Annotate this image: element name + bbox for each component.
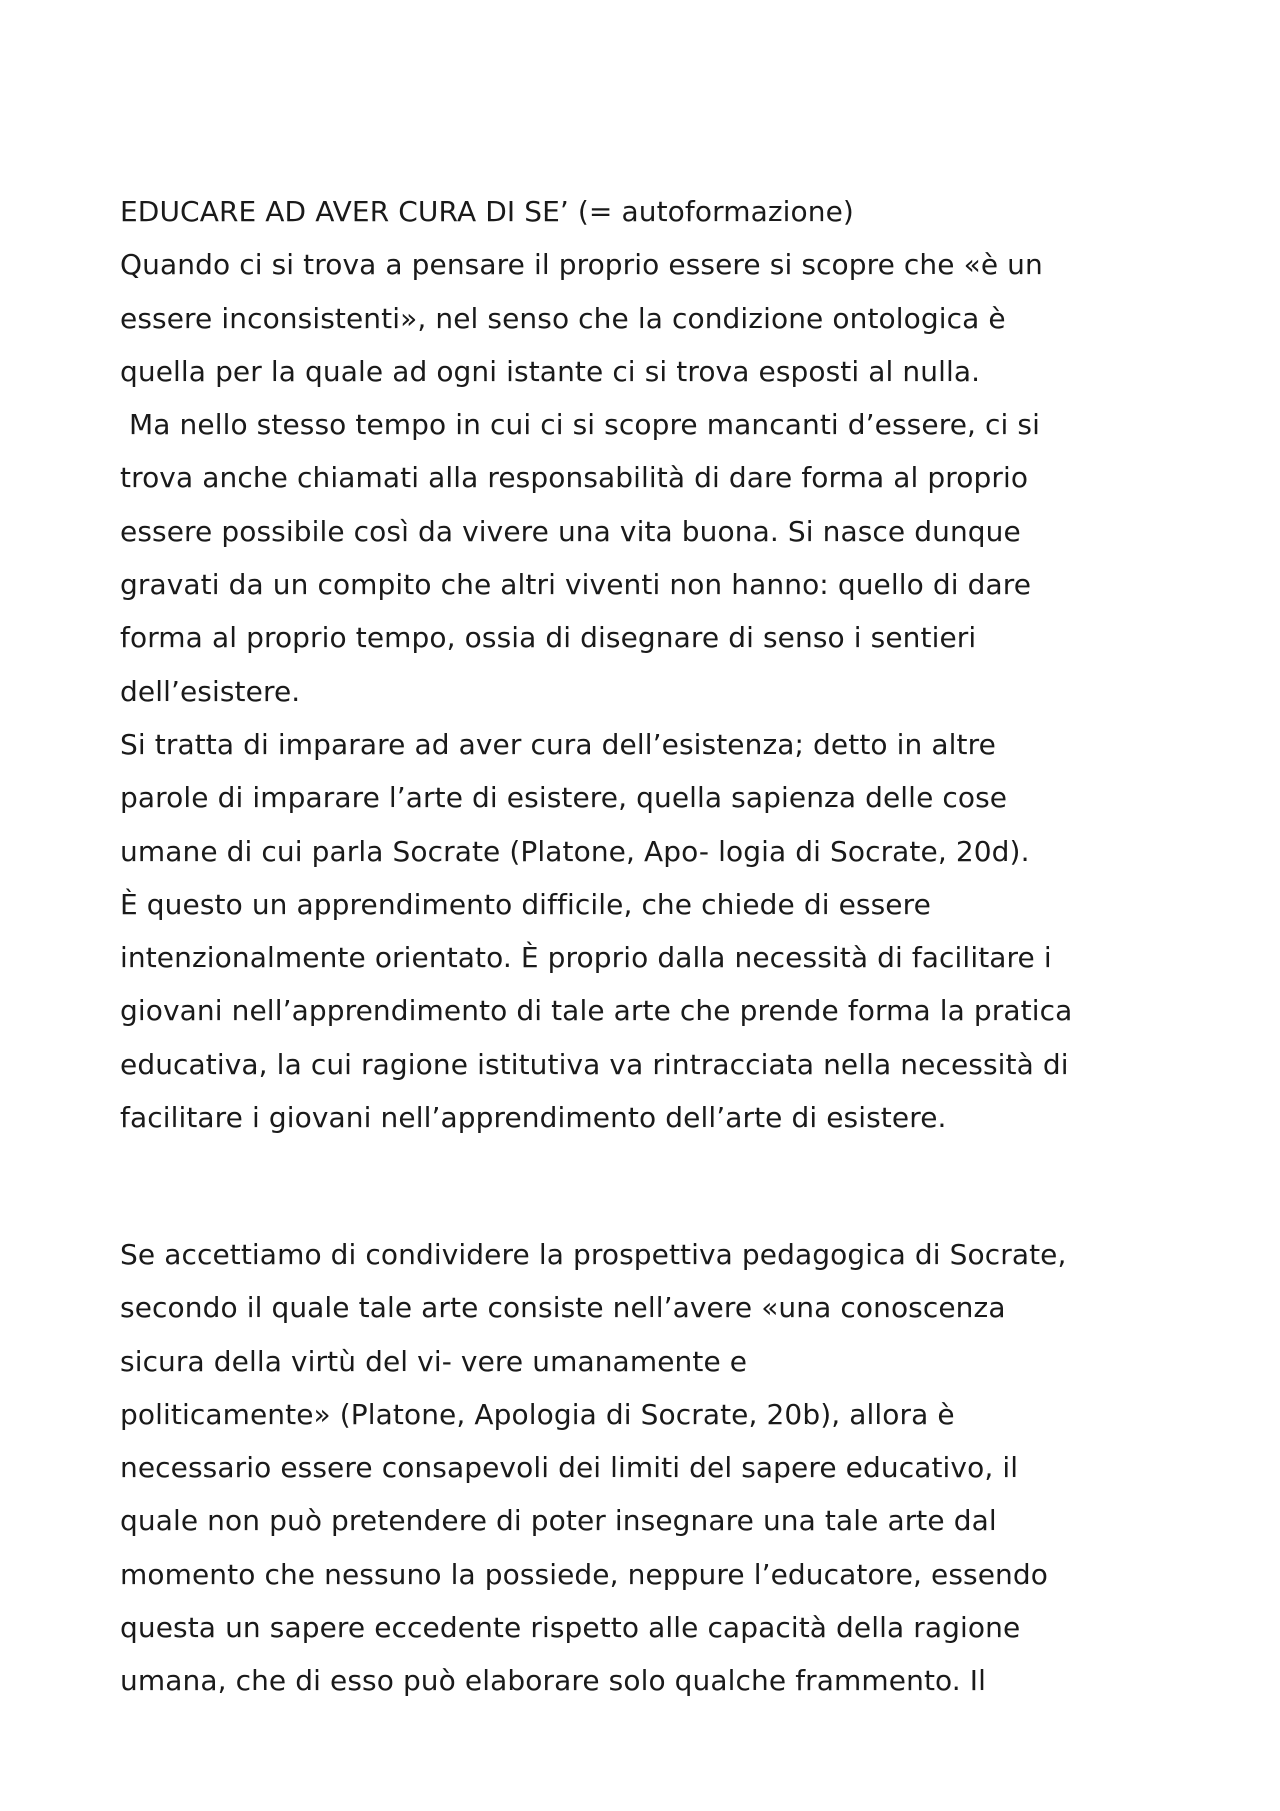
text-line: Se accettiamo di condividere la prospettiva pedagogica di Socrate, [120, 1238, 1067, 1271]
text-line: momento che nessuno la possiede, neppure l’educatore, essendo [120, 1557, 1049, 1591]
text-line: forma al proprio tempo, ossia di disegnare di senso i sentieri [120, 621, 977, 655]
text-line: intenzionalmente orientato. È proprio dalla necessità di facilitare i [120, 941, 1052, 975]
text-line: quella per la quale ad ogni istante ci si trova esposti al nulla. [120, 354, 981, 388]
text-line: parole di imparare l’arte di esistere, quella sapienza delle cose [120, 781, 1008, 815]
text-line: sicura della virtù del vi- vere umanamente e [120, 1344, 748, 1378]
text-line: quale non può pretendere di poter insegnare una tale arte dal [120, 1504, 997, 1538]
text-line: dell’esistere. [120, 674, 301, 708]
paragraph-block-1 [120, 185, 1200, 1144]
text-line: questa un sapere eccedente rispetto alle capacità della ragione [120, 1611, 1021, 1645]
text-line: trova anche chiamati alla responsabilità di dare forma al proprio [120, 461, 1029, 495]
text-line: È questo un apprendimento difficile, che chiede di essere [120, 887, 931, 921]
text-line: giovani nell’apprendimento di tale arte che prende forma la pratica [120, 994, 1073, 1028]
text-line: facilitare i giovani nell’apprendimento dell’arte di esistere. [120, 1101, 947, 1135]
text-line: Si tratta di imparare ad aver cura dell’esistenza; detto in altre [120, 727, 996, 761]
text-line: umana, che di esso può elaborare solo qualche frammento. Il [120, 1664, 987, 1698]
text-line: necessario essere consapevoli dei limiti del sapere educativo, il [120, 1451, 1019, 1485]
text-line: politicamente» (Platone, Apologia di Socrate, 20b), allora è [120, 1397, 955, 1431]
text-line: essere inconsistenti», nel senso che la condizione ontologica è [120, 301, 1006, 335]
text-line: secondo il quale tale arte consiste nell’avere «una conoscenza [120, 1291, 1006, 1325]
text-line: essere possibile così da vivere una vita buona. Si nasce dunque [120, 514, 1021, 548]
text-line: educativa, la cui ragione istitutiva va rintracciata nella necessità di [120, 1047, 1069, 1081]
text-line: Quando ci si trova a pensare il proprio essere si scopre che «è un [120, 248, 1043, 282]
paragraph-block-2 [120, 1228, 1200, 1708]
text-line: Ma nello stesso tempo in cui ci si scopre mancanti d’essere, ci si [120, 408, 1040, 442]
title-line: EDUCARE AD AVER CURA DI SE’ (= autoformazione) [120, 195, 854, 228]
text-line: umane di cui parla Socrate (Platone, Apo- logia di Socrate, 20d). [120, 834, 1030, 868]
text-line: gravati da un compito che altri viventi non hanno: quello di dare [120, 568, 1032, 602]
